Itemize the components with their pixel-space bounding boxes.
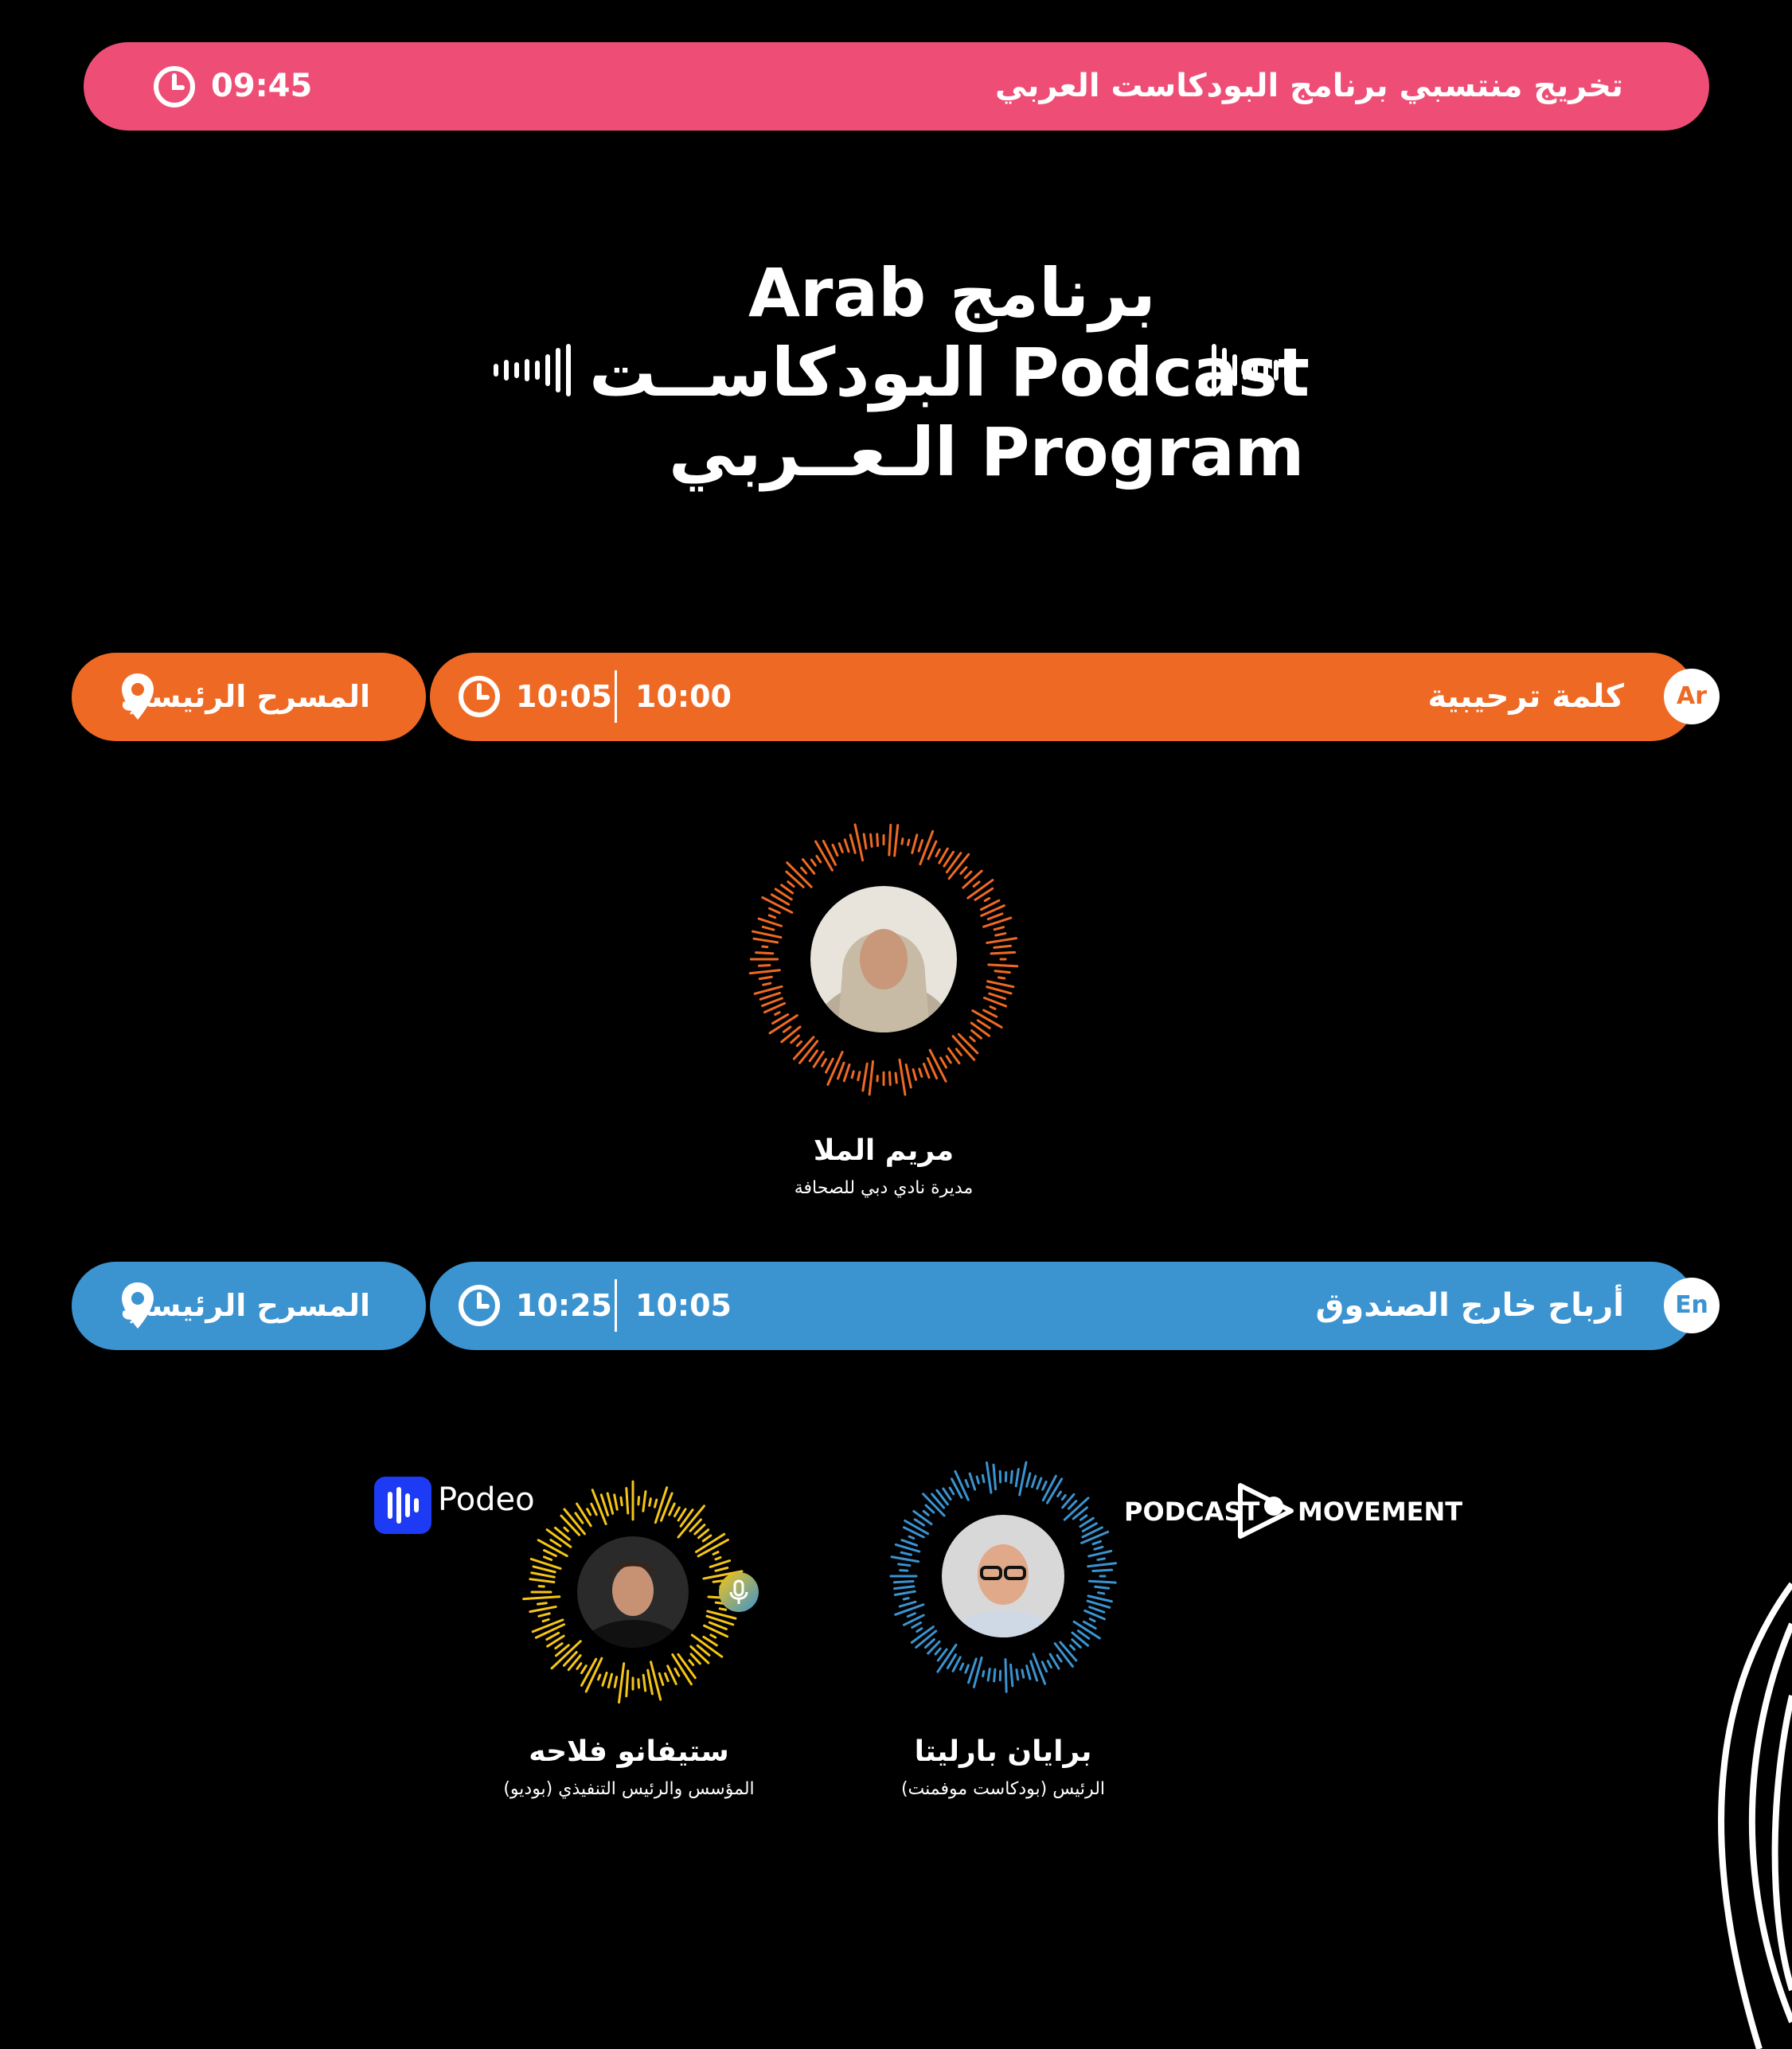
session-1-language-badge: Ar (1664, 669, 1720, 724)
session-2-language-badge: En (1664, 1278, 1720, 1333)
podcast-movement-mark-icon (1236, 1482, 1299, 1540)
microphone-icon (719, 1572, 759, 1612)
event-time: 09:45 (211, 68, 313, 104)
podcast-movement-text-right: MOVEMENT (1298, 1497, 1463, 1527)
session-1-end-time: 10:05 (516, 679, 612, 714)
speaker-3-role: الرئيس (بودكاست موفمنت) (900, 1779, 1106, 1799)
speaker-3-avatar (942, 1515, 1064, 1637)
top-event-bar (84, 42, 1709, 131)
session-1-location: المسرح الرئيسي (120, 679, 370, 714)
program-logo (0, 255, 1792, 494)
waveform-left-icon (492, 342, 580, 398)
event-title: تخريج منتسبي برنامج البودكاست العربي (994, 68, 1623, 104)
session-2-location: المسرح الرئيسي (120, 1288, 370, 1323)
clock-icon (457, 674, 502, 719)
speaker-2-name: ستيفانو فلاحه (529, 1735, 729, 1768)
logo-line-1: Arab برنامج (748, 254, 1156, 332)
podeo-mark-icon (374, 1477, 431, 1534)
time-separator (615, 670, 617, 723)
podcast-movement-logo (1124, 1479, 1463, 1543)
decorative-curves (1696, 1576, 1792, 2049)
session-1-title: كلمة ترحيبية (1427, 678, 1624, 715)
podeo-brand-text: Podeo (438, 1481, 535, 1518)
waveform-right-icon (1210, 342, 1298, 398)
session-2-title: أرباح خارج الصندوق (1315, 1287, 1624, 1324)
speaker-2-role: المؤسس والرئيس التنفيذي (بوديو) (503, 1779, 755, 1799)
speaker-3-name: برايان بارليتا (914, 1735, 1092, 1768)
speaker-1-name: مريم الملا (813, 1134, 955, 1167)
time-separator (615, 1279, 617, 1332)
session-1-bar (430, 653, 1696, 741)
logo-line-3: الـعــربي Program (669, 413, 1305, 491)
speaker-1-avatar (810, 886, 957, 1032)
speaker-1-role: مديرة نادي دبي للصحافة (794, 1178, 974, 1198)
podcast-movement-text-left: PODCAST (1124, 1497, 1260, 1527)
clock-icon (152, 64, 197, 109)
session-2-location-pill (72, 1262, 426, 1350)
clock-icon (457, 1283, 502, 1328)
session-1-location-pill (72, 653, 426, 741)
session-2-end-time: 10:25 (516, 1288, 612, 1323)
session-2-start-time: 10:05 (635, 1288, 732, 1323)
session-1-start-time: 10:00 (635, 679, 732, 714)
session-2-bar (430, 1262, 1696, 1350)
speaker-2-avatar (577, 1536, 689, 1648)
logo-line-2: البودكاســت Podcast (589, 334, 1310, 412)
